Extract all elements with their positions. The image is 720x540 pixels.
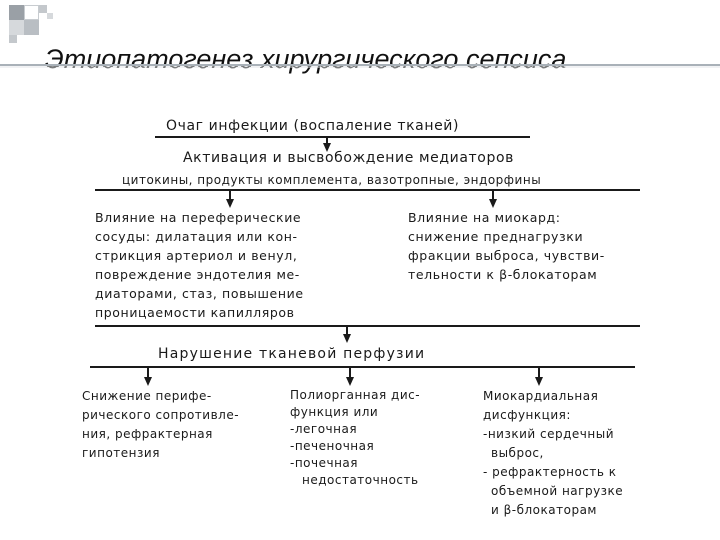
myocard-line-2: снижение преднагрузки [408,229,584,244]
infection-focus-label: Очаг инфекции (воспаление тканей) [166,118,460,134]
resistance-line-4: гипотензия [82,446,160,460]
resistance-arrow [144,377,152,386]
activation-label: Активация и высвобождение медиаторов [183,150,514,166]
vessels-effect-block [95,208,304,322]
myocardial-line-6: объемной нагрузке [491,484,624,498]
vessels-line-5: диаторами, стаз, повышение [95,286,304,301]
perfusion-label: Нарушение тканевой перфузии [158,346,426,362]
vessels-line-2: сосуды: дилатация или кон- [95,229,298,244]
myocardial-line-4: выброс, [491,446,544,460]
perfusion-line [90,366,635,368]
perfusion-arrow [343,334,351,343]
myocardial-line-3: -низкий сердечный [483,427,615,441]
multiorgan-line-2: функция или [290,405,379,419]
resistance-line-3: ния, рефрактерная [82,427,213,441]
myocard-line-3: фракции выброса, чувстви- [408,248,605,263]
resistance-block [82,387,239,463]
resistance-line-1: Снижение перифе- [82,389,212,403]
myocardial-line-7: и β-блокаторам [491,503,597,517]
slide-title: Этиопатогенез хирургического сепсиса [45,44,567,74]
multiorgan-line-3: -легочная [290,422,358,436]
resistance-line-2: рического сопротивле- [82,408,240,422]
vessels-line-4: повреждение эндотелия ме- [95,267,300,282]
vessels-line-1: Влияние на переферические [95,210,302,225]
myocard-arrow [489,199,497,208]
myocard-line-1: Влияние на миокард: [408,210,561,225]
merge-line [95,325,640,327]
myocardial-line-5: - рефрактерность к [483,465,617,479]
mediators-line [95,189,640,191]
myocard-effect-block [408,208,605,284]
myocardial-line-1: Миокардиальная [483,389,599,403]
focus-line [155,136,530,138]
vessels-arrow [226,199,234,208]
multiorgan-block [290,387,420,489]
myocardial-block [483,387,623,520]
multiorgan-line-4: -печеночная [290,439,375,453]
myocard-line-4: тельности к β-блокаторам [408,267,598,282]
multiorgan-line-5: -почечная [290,456,358,470]
vessels-line-3: стрикция артериол и венул, [95,248,298,263]
multiorgan-arrow [346,377,354,386]
myocardial-arrow [535,377,543,386]
multiorgan-line-1: Полиорганная дис- [290,388,421,402]
myocardial-line-2: дисфункция: [483,408,571,422]
mediators-label: цитокины, продукты комплемента, вазотропные, эндорфины [122,173,542,187]
multiorgan-line-6: недостаточность [302,473,419,487]
vessels-line-6: проницаемости капилляров [95,305,295,320]
